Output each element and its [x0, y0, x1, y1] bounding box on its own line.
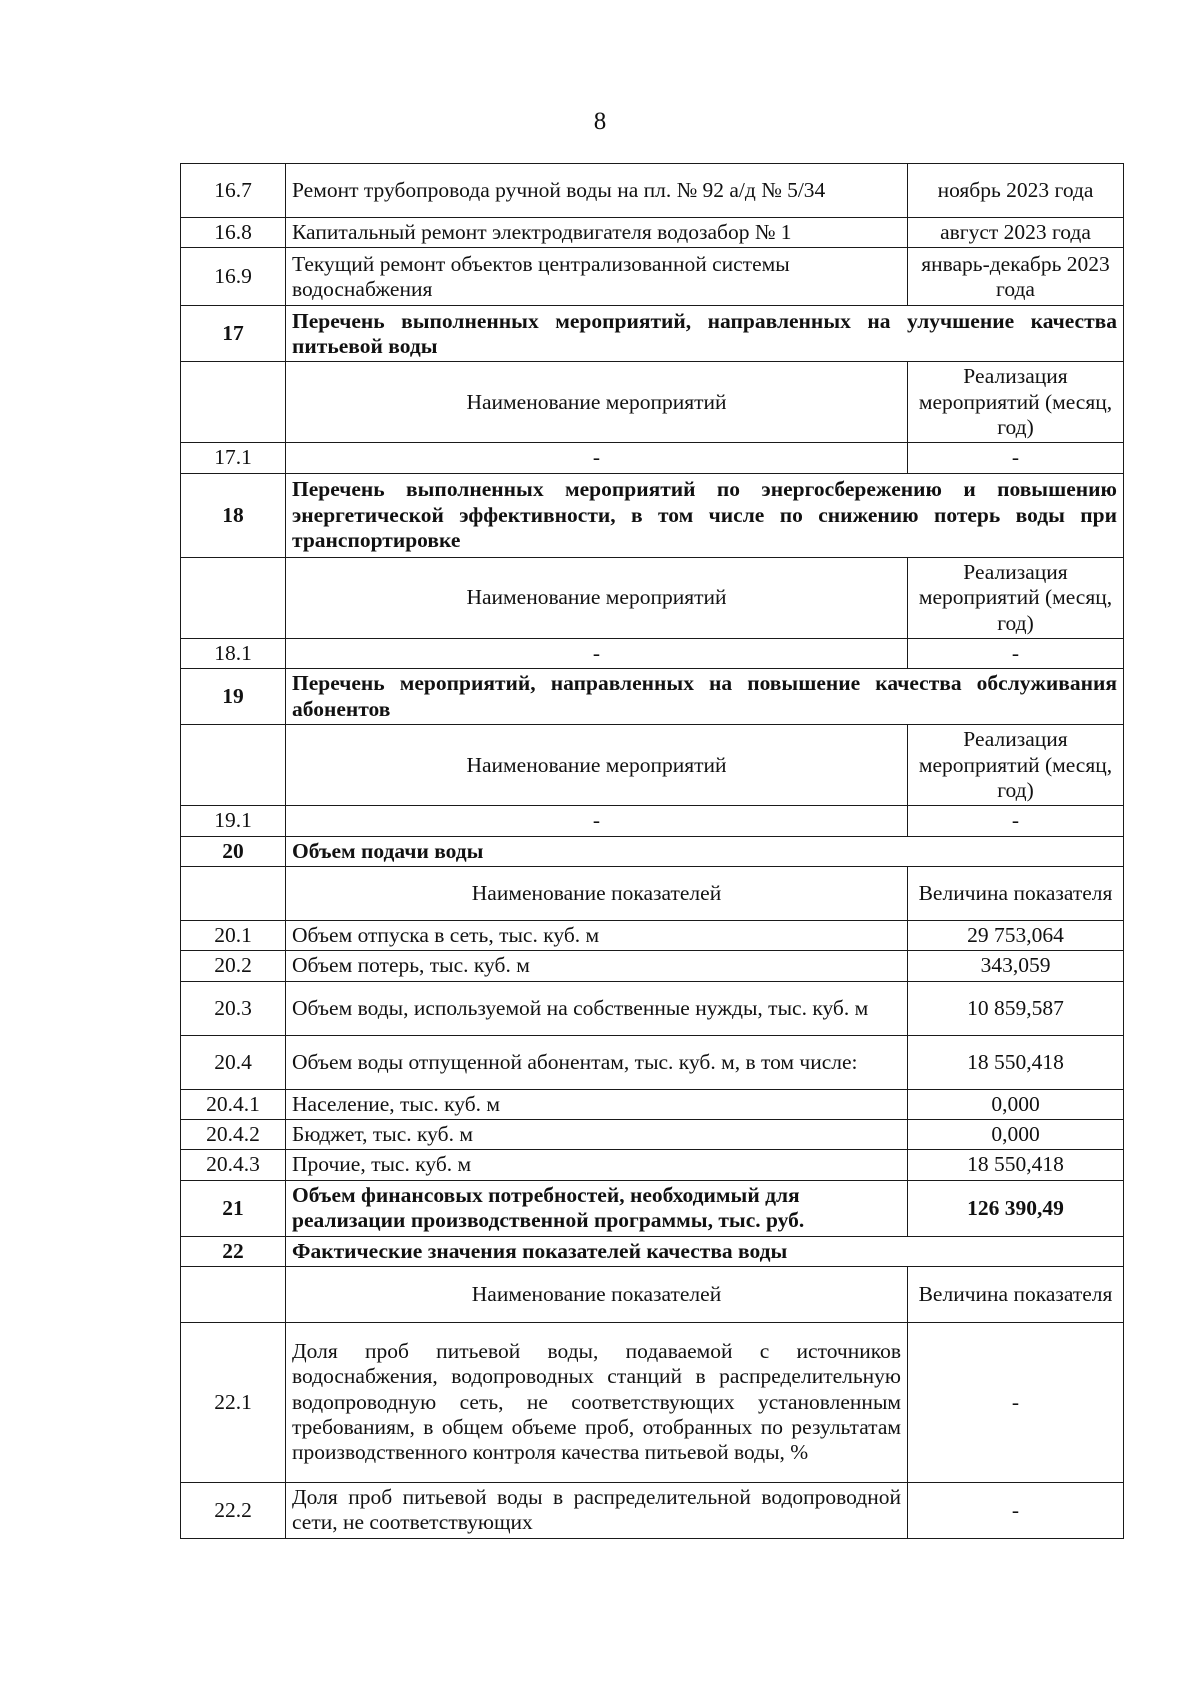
table-row — [181, 1150, 1124, 1180]
row-text: Объем отпуска в сеть, тыс. куб. м — [286, 921, 908, 951]
column-header-value: Реализация мероприятий (месяц, год) — [908, 362, 1124, 443]
row-value: январь-декабрь 2023 года — [908, 248, 1124, 306]
row-value: 29 753,064 — [908, 921, 1124, 951]
page-number: 8 — [593, 108, 607, 135]
row-number: 20.3 — [181, 981, 286, 1035]
row-value: - — [908, 806, 1124, 836]
header-row — [181, 362, 1124, 443]
row-text: Ремонт трубопровода ручной воды на пл. № 92 а/д № 5/34 — [286, 164, 908, 218]
row-value: ноябрь 2023 года — [908, 164, 1124, 218]
row-text: Население, тыс. куб. м — [286, 1089, 908, 1119]
row-number: 21 — [181, 1180, 286, 1236]
column-header-value: Реализация мероприятий (месяц, год) — [908, 557, 1124, 638]
row-number: 16.7 — [181, 164, 286, 218]
table-row — [181, 638, 1124, 668]
table-row — [181, 1035, 1124, 1089]
column-header-name: Наименование мероприятий — [286, 362, 908, 443]
row-text: Капитальный ремонт электродвигателя водозабор № 1 — [286, 218, 908, 248]
row-value: 10 859,587 — [908, 981, 1124, 1035]
header-row — [181, 557, 1124, 638]
section-title: Объем подачи воды — [286, 836, 1124, 866]
column-header-name: Наименование мероприятий — [286, 725, 908, 806]
section-row — [181, 473, 1124, 557]
row-text: Доля проб питьевой воды в распределительной водопроводной сети, не соответствующих — [286, 1482, 908, 1538]
row-value: 0,000 — [908, 1120, 1124, 1150]
section-number: 17 — [181, 306, 286, 362]
row-value: 18 550,418 — [908, 1150, 1124, 1180]
column-header-name: Наименование мероприятий — [286, 557, 908, 638]
header-row — [181, 867, 1124, 921]
row-text: - — [286, 638, 908, 668]
table-row — [181, 1120, 1124, 1150]
header-row — [181, 1266, 1124, 1322]
row-value: август 2023 года — [908, 218, 1124, 248]
row-text: Доля проб питьевой воды, подаваемой с источников водоснабжения, водопроводных станций в распределительную водопроводную сеть, не соответствующих установленным требованиям, в общем объеме проб, отобранных по результатам производственного контроля качества питьевой воды, % — [286, 1322, 908, 1482]
section-number: 19 — [181, 669, 286, 725]
section-number: 18 — [181, 473, 286, 557]
table-row — [181, 981, 1124, 1035]
row-number: 16.8 — [181, 218, 286, 248]
empty-cell — [181, 725, 286, 806]
row-value: - — [908, 1482, 1124, 1538]
table-row — [181, 1322, 1124, 1482]
table-row — [181, 164, 1124, 218]
table-row — [181, 443, 1124, 473]
section-row — [181, 1236, 1124, 1266]
row-number: 22.2 — [181, 1482, 286, 1538]
section-title: Перечень выполненных мероприятий, направленных на улучшение качества питьевой воды — [286, 306, 1124, 362]
row-text: - — [286, 806, 908, 836]
row-number: 20.4.1 — [181, 1089, 286, 1119]
table-row — [181, 248, 1124, 306]
section-row — [181, 306, 1124, 362]
section-row — [181, 836, 1124, 866]
row-number: 22.1 — [181, 1322, 286, 1482]
table-row — [181, 218, 1124, 248]
header-row — [181, 725, 1124, 806]
row-text: - — [286, 443, 908, 473]
table-row — [181, 1482, 1124, 1538]
column-header-name: Наименование показателей — [286, 1266, 908, 1322]
column-header-value: Реализация мероприятий (месяц, год) — [908, 725, 1124, 806]
row-text: Объем потерь, тыс. куб. м — [286, 951, 908, 981]
row-number: 18.1 — [181, 638, 286, 668]
row-text: Прочие, тыс. куб. м — [286, 1150, 908, 1180]
row-text: Объем воды отпущенной абонентам, тыс. куб. м, в том числе: — [286, 1035, 908, 1089]
row-number: 20.4 — [181, 1035, 286, 1089]
row-value: 18 550,418 — [908, 1035, 1124, 1089]
row-value: - — [908, 638, 1124, 668]
column-header-value: Величина показателя — [908, 867, 1124, 921]
row-text: Текущий ремонт объектов централизованной системы водоснабжения — [286, 248, 908, 306]
row-number: 20.4.2 — [181, 1120, 286, 1150]
empty-cell — [181, 557, 286, 638]
row-number: 20.4.3 — [181, 1150, 286, 1180]
row-text: Объем воды, используемой на собственные нужды, тыс. куб. м — [286, 981, 908, 1035]
row-number: 20.2 — [181, 951, 286, 981]
program-table — [180, 163, 1124, 1539]
row-text: Объем финансовых потребностей, необходимый для реализации производственной программы, тыс. руб. — [286, 1180, 908, 1236]
row-value: 343,059 — [908, 951, 1124, 981]
table-row — [181, 806, 1124, 836]
section-title: Перечень выполненных мероприятий по энергосбережению и повышению энергетической эффективности, в том числе по снижению потерь воды при транспортировке — [286, 473, 1124, 557]
section-title: Перечень мероприятий, направленных на повышение качества обслуживания абонентов — [286, 669, 1124, 725]
column-header-name: Наименование показателей — [286, 867, 908, 921]
table-row — [181, 1180, 1124, 1236]
row-number: 17.1 — [181, 443, 286, 473]
row-text: Бюджет, тыс. куб. м — [286, 1120, 908, 1150]
row-value: - — [908, 1322, 1124, 1482]
section-title: Фактические значения показателей качества воды — [286, 1236, 1124, 1266]
empty-cell — [181, 362, 286, 443]
table-row — [181, 951, 1124, 981]
row-number: 16.9 — [181, 248, 286, 306]
section-number: 22 — [181, 1236, 286, 1266]
section-row — [181, 669, 1124, 725]
row-value: 126 390,49 — [908, 1180, 1124, 1236]
empty-cell — [181, 1266, 286, 1322]
table-row — [181, 921, 1124, 951]
table-row — [181, 1089, 1124, 1119]
row-value: 0,000 — [908, 1089, 1124, 1119]
empty-cell — [181, 867, 286, 921]
row-number: 20.1 — [181, 921, 286, 951]
row-number: 19.1 — [181, 806, 286, 836]
row-value: - — [908, 443, 1124, 473]
section-number: 20 — [181, 836, 286, 866]
column-header-value: Величина показателя — [908, 1266, 1124, 1322]
